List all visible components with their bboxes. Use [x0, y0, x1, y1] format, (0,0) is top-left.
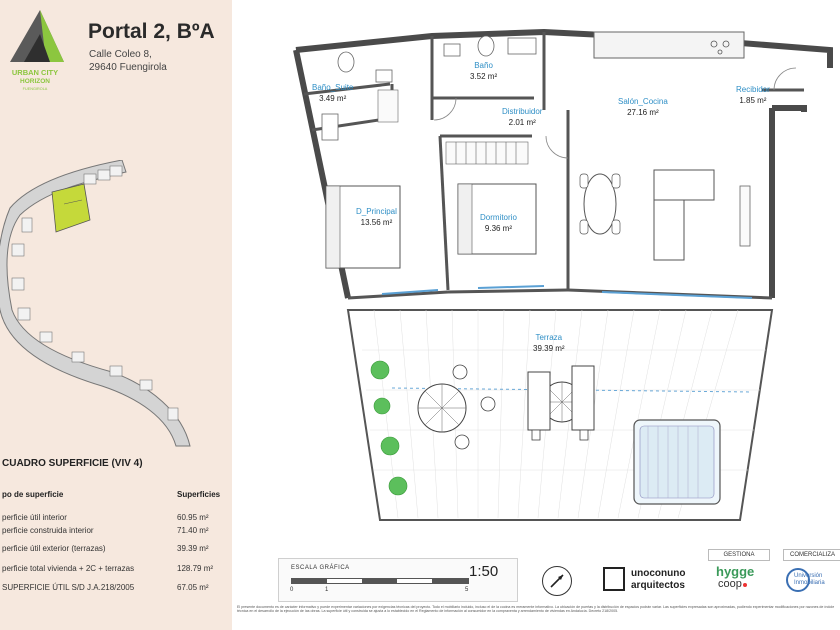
scale-bar	[291, 578, 469, 584]
architect-line2: arquitectos	[631, 580, 685, 591]
row-label: perficie construida interior	[2, 526, 94, 535]
scale-tick: 1	[325, 587, 329, 593]
address-line1: Calle Coleo 8,	[89, 49, 152, 60]
room-label-recibidor: Recibidor 1.85 m²	[736, 85, 770, 105]
hygge-logo-text: hygge	[716, 564, 755, 579]
room-label-bano-suite: Baño_Suite 3.49 m²	[312, 83, 354, 103]
row-value: 60.95 m²	[177, 513, 209, 522]
row-value: 128.79 m²	[177, 564, 214, 573]
coop-logo	[718, 579, 747, 590]
room-label-d-principal: D_Principal 13.56 m²	[356, 207, 397, 227]
scale-tick: 0	[290, 587, 294, 593]
scale-label: ESCALA GRÁFICA	[291, 565, 350, 571]
graphic-scale	[278, 558, 518, 602]
coop-logo-text: coop	[718, 578, 742, 590]
room-label-dormitorio: Dormitorio 9.36 m²	[480, 213, 517, 233]
room-label-bano: Baño 3.52 m²	[470, 61, 498, 81]
row-value: 67.05 m²	[177, 583, 209, 592]
architect-line1: unoconuno	[631, 568, 686, 579]
row-label: perficie total vivienda + 2C + terrazas	[2, 564, 135, 573]
surface-value-header: Superficies	[177, 490, 221, 499]
legal-disclaimer: El presente documento es de carácter informativo y puede experimentar variaciones por exigencias técnicas del proyecto. Todo el mobiliario incluido, incluso el de la cocina es meramente informativo. La ubicación de puertas y la distribución de espacios podrán variar. Las superficies expresadas son aproximadas, pudiendo experimentar modificaciones por razones de índole técnica en el desarrollo de la ejecución de las obras. La superficie útil y construida se ajusta a lo establecido en el Reglamento de información al consumidor en la compraventa y arrendamiento de viviendas en Andalucía. Decreto 218/2005.	[237, 605, 835, 614]
info-panel	[0, 0, 232, 630]
urban-city-horizon-logo	[2, 4, 68, 96]
row-label: SUPERFICIE ÚTIL S/D J.A.218/2005	[2, 583, 135, 592]
scale-ratio: 1:50	[469, 563, 499, 580]
page-title: Portal 2, BºA	[88, 20, 215, 43]
brand-line2: HORIZON	[20, 78, 50, 85]
room-label-distribuidor: Distribuidor 2.01 m²	[502, 107, 543, 127]
row-label: perficie útil exterior (terrazas)	[2, 544, 106, 553]
comercializa-label: COMERCIALIZA	[783, 549, 840, 561]
address-line2: 29640 Fuengirola	[89, 62, 167, 73]
room-label-terraza: Terraza 39.39 m²	[533, 333, 565, 353]
gestiona-label: GESTIONA	[708, 549, 770, 561]
north-compass-icon	[542, 566, 572, 596]
site-location-map	[0, 160, 232, 450]
scale-tick: 5	[465, 587, 469, 593]
architect-logo-icon	[603, 567, 625, 591]
row-value: 71.40 m²	[177, 526, 209, 535]
row-value: 39.39 m²	[177, 544, 209, 553]
surface-table-title: CUADRO SUPERFICIE (VIV 4)	[2, 458, 143, 469]
surface-type-header: po de superficie	[2, 490, 64, 499]
brand-line3: FUENGIROLA	[22, 87, 48, 91]
universion-logo-text: Universión Inmobiliaria	[794, 573, 825, 586]
row-label: perficie útil interior	[2, 513, 67, 522]
brand-line1: URBAN CITY	[11, 68, 59, 77]
room-label-salon-cocina: Salón_Cocina 27.16 m²	[618, 97, 668, 117]
